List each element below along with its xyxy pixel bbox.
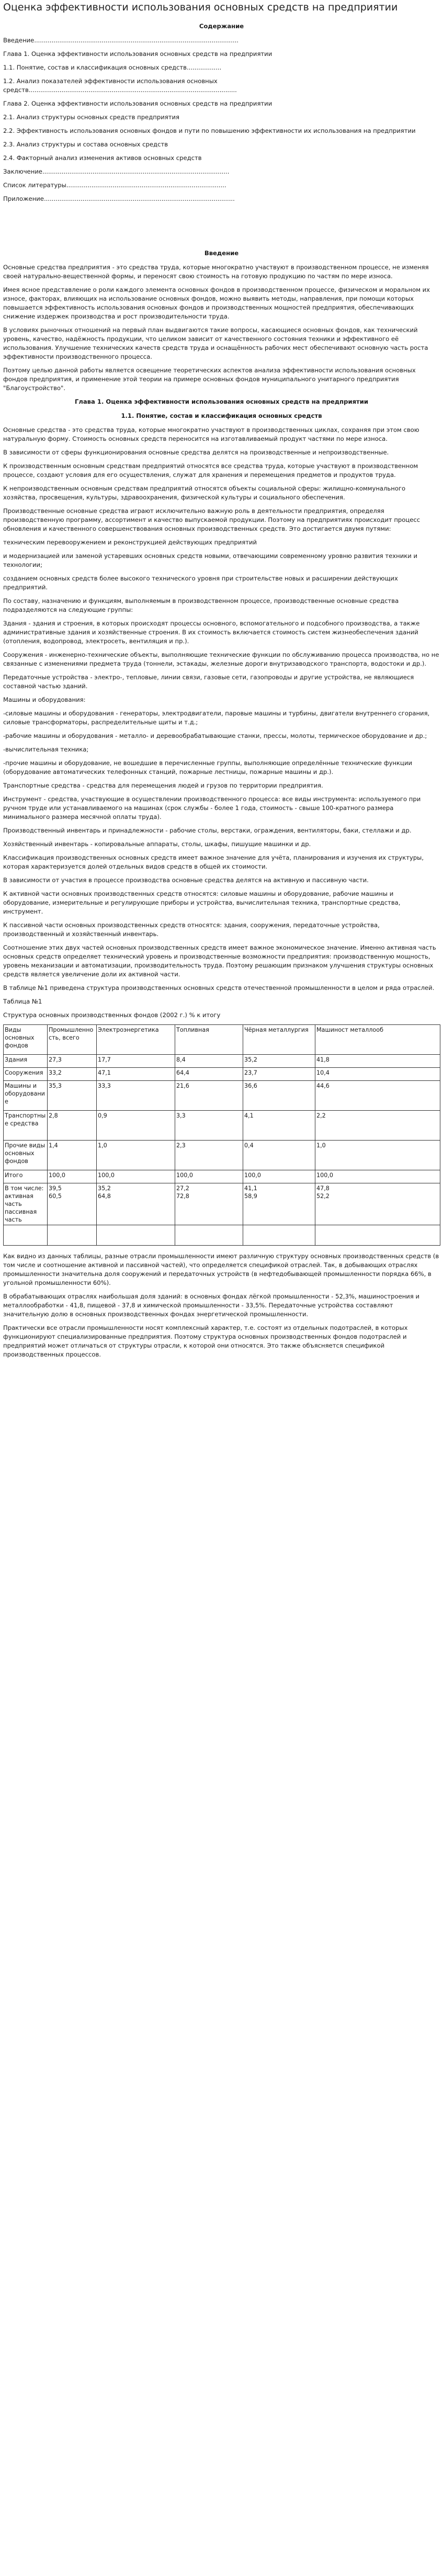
paragraph: Здания - здания и строения, в которых происходят процессы основного, вспомогательного и подсобного производства, а также административные здания и хозяйственные строения. В их стоимость включается стоимость систем жизнеобеспечения зданий (отопления, водопровод, электросеть, вентиляция и пр.). <box>3 620 420 645</box>
toc-item-2-4: 2.4. Факторный анализ изменения активов основных средств <box>3 154 202 162</box>
table-row-empty <box>4 1225 440 1246</box>
paragraph: Хозяйственный инвентарь - копировальные аппараты, столы, шкафы, пишущие машинки и др. <box>3 840 311 848</box>
closing-section <box>3 1252 440 1359</box>
table-row <box>4 1111 440 1141</box>
paragraph: К активной части основных производственных средств относятся: силовые машины и оборудование, рабочие машины и оборудование, измерительные и регулирующие приборы и устройства, вычислительная техника, транспортные средства, инструмент. <box>3 890 401 915</box>
chapter1-body <box>3 426 440 1020</box>
table-caption-title: Структура основных производственных фондов (2002 г.) % к итогу <box>3 1011 221 1019</box>
table-cell <box>97 1225 175 1246</box>
table-cell: 0,4 <box>243 1141 315 1170</box>
toc-item-2-3: 2.3. Анализ структуры и состава основных средств <box>3 141 168 148</box>
table-cell: 2,8 <box>48 1111 97 1141</box>
toc-item-1-1: 1.1. Понятие, состав и классификация основных средств.................. <box>3 64 222 71</box>
table-cell: 1,4 <box>48 1141 97 1170</box>
paragraph: Транспортные средства - средства для перемещения людей и грузов по территории предприятия. <box>3 782 323 789</box>
table-cell: 10,4 <box>315 1068 440 1081</box>
intro-heading: Введение <box>204 249 239 257</box>
table-cell <box>243 1225 315 1246</box>
toc-item-bibliography: Список литературы................................................................................... <box>3 181 226 189</box>
paragraph: По составу, назначению и функциям, выполняемым в производственном процессе, производственные основные средства подразделяются на следующие группы: <box>3 597 399 613</box>
table-cell: 64,4 <box>175 1068 243 1081</box>
toc-item-intro: Введение.......................................................................................................... <box>3 37 238 44</box>
table-header-cell: Виды основных фондов <box>4 1025 48 1055</box>
paragraph: В условиях рыночных отношений на первый план выдвигаются такие вопросы, касающиеся основных фондов, как технический уровень, качество, надёжность продукции, что целиком зависит от качественного состояния техники и эффективного её использования. Улучшение технических качеств средств труда и оснащённость рабочих мест обеспечивают основную часть роста эффективности производственного процесса. <box>3 326 428 360</box>
list-item: -рабочие машины и оборудования - металло- и деревообрабатывающие станки, прессы, молоты, термическое оборудование и др.; <box>3 732 427 739</box>
document-title: Оценка эффективности использования основных средств на предприятии <box>3 2 398 13</box>
table-cell: Сооружения <box>4 1068 48 1081</box>
paragraph: Передаточные устройства - электро-, тепловые, линии связи, газовые сети, газопроводы и другие устройства, не являющиеся составной частью зданий. <box>3 674 414 690</box>
table-row <box>4 1183 440 1225</box>
paragraph: Производственные основные средства играют исключительно важную роль в деятельности предприятия, определяя производственную программу, ассортимент и качество выпускаемой продукции. Поэтому на предприятиях происходит процесс обновления и качественного совершенствования основных производственных средств. Это достигается двумя путями: <box>3 507 421 532</box>
table-header-cell: Чёрная металлургия <box>243 1025 315 1055</box>
table-cell: 35,3 <box>48 1081 97 1111</box>
table-cell: 27,2 72,8 <box>175 1183 243 1225</box>
table-cell: Транспортные средства <box>4 1111 48 1141</box>
toc-item-1-2: 1.2. Анализ показателей эффективности использования основных средств............................................................................................................ <box>3 77 237 94</box>
toc-item-appendix: Приложение................................................................................................... <box>3 195 235 202</box>
table-cell: 21,6 <box>175 1081 243 1111</box>
table-cell <box>48 1225 97 1246</box>
table-cell: 100,0 <box>175 1170 243 1183</box>
table-cell: 1,0 <box>97 1141 175 1170</box>
machinery-list <box>3 709 440 777</box>
chapter1-heading: Глава 1. Оценка эффективности использования основных средств на предприятии <box>74 398 369 405</box>
paragraph: В таблице №1 приведена структура производственных основных средств отечественной промышленности в целом и ряда отраслей. <box>3 984 435 991</box>
table-cell: 8,4 <box>175 1055 243 1068</box>
toc-item-chapter1: Глава 1. Оценка эффективности использования основных средств на предприятии <box>3 50 272 58</box>
table-row <box>4 1141 440 1170</box>
paragraph: Классификация производственных основных средств имеет важное значение для учёта, планирования и изучения их структуры, которая характеризуется долей отдельных видов средств в общей их стоимости. <box>3 854 424 870</box>
table-cell: Здания <box>4 1055 48 1068</box>
table-cell: Итого <box>4 1170 48 1183</box>
table-cell: 36,6 <box>243 1081 315 1111</box>
table-cell: 1,0 <box>315 1141 440 1170</box>
toc-item-2-2: 2.2. Эффективность использования основных фондов и пути по повышению эффективности их использования на предприятии <box>3 127 416 134</box>
paragraph: Инструмент - средства, участвующие в осуществлении производственного процесса: все виды инструмента: используемого при ручном труде или устанавливаемого на машинах (срок службы - более 1 года, стоимость - свыше 100-кратного размера минимального размера месячной оплаты труда). <box>3 795 421 820</box>
table-cell <box>175 1225 243 1246</box>
table-cell: 0,9 <box>97 1111 175 1141</box>
table-header-row <box>4 1025 440 1055</box>
table-row <box>4 1068 440 1081</box>
paragraph: Производственный инвентарь и принадлежности - рабочие столы, верстаки, ограждения, вентиляторы, баки, стеллажи и др. <box>3 827 412 834</box>
table-cell: 47,1 <box>97 1068 175 1081</box>
paragraph: Поэтому целью данной работы является освещение теоретических аспектов анализа эффективности использования основных фондов предприятия, и применение этой теории на примере основных фондов муниципального унитарного предприятия "Благоустройство". <box>3 367 416 392</box>
table-cell: 41,1 58,9 <box>243 1183 315 1225</box>
list-item: -вычислительная техника; <box>3 746 89 753</box>
paragraph: созданием основных средств более высокого технического уровня при строительстве новых и расширении действующих предприятий. <box>3 575 398 591</box>
table-cell: 2,2 <box>315 1111 440 1141</box>
paragraph: К пассивной части основных производственных средств относятся: здания, сооружения, передаточные устройства, производственный и хозяйственный инвентарь. <box>3 921 380 938</box>
table-row <box>4 1170 440 1183</box>
paragraph: К производственным основным средствам предприятий относятся все средства труда, которые участвуют в производственном процессе, создают условия для его осуществления, служат для хранения и перемещения предметов и продуктов труда. <box>3 462 418 478</box>
paragraph: К непроизводственным основным средствам предприятий относятся объекты социальной сферы: жилищно-коммунального хозяйства, просвещения, культуры, здравоохранения, физической культуры и социального обеспечения. <box>3 485 406 501</box>
table-cell: 47,8 52,2 <box>315 1183 440 1225</box>
table-row <box>4 1055 440 1068</box>
paragraph: Сооружения - инженерно-технические объекты, выполняющие технические функции по обслуживанию процесса производства, но не связанные с изменениями предмета труда (тоннели, эстакады, железные дороги внутризаводского транспорта, водостоки и др.). <box>3 651 439 667</box>
table-cell: 4,1 <box>243 1111 315 1141</box>
table-header-cell: Электроэнергетика <box>97 1025 175 1055</box>
table-of-contents <box>3 36 440 203</box>
paragraph: техническим перевооружением и реконструкцией действующих предприятий <box>3 539 257 546</box>
paragraph: Основные средства - это средства труда, которые многократно участвуют в производственных циклах, сохраняя при этом свою натуральную форму. Стоимость основных средств переносится на изготавливаемый продукт частями по мере износа. <box>3 426 419 442</box>
list-item: -прочие машины и оборудование, не вошедшие в перечисленные группы, выполняющие определённые технические функции (оборудование автоматических телефонных станций, пожарные лестницы, пожарные машины и др.). <box>3 759 413 776</box>
toc-item-conclusion: Заключение................................................................................................. <box>3 168 230 175</box>
table-cell: 100,0 <box>97 1170 175 1183</box>
paragraph: Как видно из данных таблицы, разные отрасли промышленности имеют различную структуру основных производственных средств (в том числе и соотношение активной и пассивной частей), что определяется спецификой отраслей. Так, в добывающих отраслях промышленности значительна доля сооружений и передаточных устройств (в нефтедобывающей промышленности порядка 66%, в угольной промышленности 60%). <box>3 1252 439 1286</box>
toc-item-chapter2: Глава 2. Оценка эффективности использования основных средств на предприятии <box>3 100 272 107</box>
table-cell: 2,3 <box>175 1141 243 1170</box>
table-cell <box>315 1225 440 1246</box>
intro-section <box>3 263 440 393</box>
table-cell <box>4 1225 48 1246</box>
table-cell: 33,2 <box>48 1068 97 1081</box>
table-cell: 39,5 60,5 <box>48 1183 97 1225</box>
table-header-cell: Промышленность, всего <box>48 1025 97 1055</box>
list-item: -силовые машины и оборудования - генераторы, электродвигатели, паровые машины и турбины, двигатели внутреннего сгорания, силовые трансформаторы, распределительные щиты и т.д.; <box>3 710 430 726</box>
table-caption-number: Таблица №1 <box>3 998 42 1005</box>
paragraph: Машины и оборудования: <box>3 696 86 703</box>
table-cell: 17,7 <box>97 1055 175 1068</box>
toc-item-2-1: 2.1. Анализ структуры основных средств предприятия <box>3 113 179 121</box>
table-cell: 3,3 <box>175 1111 243 1141</box>
table-header-cell: Машиност металлооб <box>315 1025 440 1055</box>
table-cell: 44,6 <box>315 1081 440 1111</box>
table-cell: В том числе: активная часть пассивная часть <box>4 1183 48 1225</box>
paragraph: Основные средства предприятия - это средства труда, которые многократно участвуют в производственном процессе, не изменяя своей натурально-вещественной формы, и переносят свою стоимость на готовую продукцию по частям по мере износа. <box>3 264 429 280</box>
paragraph: и модернизацией или заменой устаревших основных средств новыми, отвечающими современному уровню развития техники и технологии; <box>3 552 418 568</box>
table-cell: 100,0 <box>48 1170 97 1183</box>
table-row <box>4 1081 440 1111</box>
table-cell: Прочие виды основных фондов <box>4 1141 48 1170</box>
paragraph: В обрабатывающих отраслях наибольшая доля зданий: в основных фондах лёгкой промышленности - 52,3%, машиностроения и металлообработки - 41,8, пищевой - 37,8 и химической промышленности - 33,5%. Передаточные устройства составляют значительную долю в основных производственных фондах энергетической промышленности. <box>3 1293 420 1318</box>
table-cell: Машины и оборудование <box>4 1081 48 1111</box>
paragraph: В зависимости от участия в процессе производства основные средства делятся на активную и пассивную части. <box>3 876 369 884</box>
paragraph: Имея ясное представление о роли каждого элемента основных фондов в производственном процессе, физическом и моральном их износе, факторах, влияющих на использование основных фондов, можно выявить методы, направления, при помощи которых повышается эффективность использования основных фондов и производственных мощностей предприятия, обеспечивающих снижение издержек производства и рост производительности труда. <box>3 286 430 320</box>
table-cell: 27,3 <box>48 1055 97 1068</box>
table-cell: 100,0 <box>243 1170 315 1183</box>
table-cell: 33,3 <box>97 1081 175 1111</box>
table-cell: 35,2 <box>243 1055 315 1068</box>
table-cell: 100,0 <box>315 1170 440 1183</box>
fixed-assets-structure-table <box>3 1024 440 1246</box>
paragraph: Соотношение этих двух частей основных производственных средств имеет важное экономическое значение. Именно активная часть основных средств определяет технический уровень и производственные возможности предприятия: производственную мощность, уровень механизации и автоматизации, производительность труда. Поэтому решающим признаком улучшения структуры основных средств является увеличение доли их активной части. <box>3 944 436 978</box>
table-cell: 23,7 <box>243 1068 315 1081</box>
contents-heading: Содержание <box>199 22 244 30</box>
table-header-cell: Топливная <box>175 1025 243 1055</box>
paragraph: В зависимости от сферы функционирования основные средства делятся на производственные и непроизводственные. <box>3 449 389 456</box>
paragraph: Практически все отрасли промышленности носят комплексный характер, т.е. состоят из отдельных подотраслей, в которых функционируют специализированные предприятия. Поэтому структура основных производственных фондов подотраслей и предприятий может отличаться от структуры отрасли, к которой они относятся. Это также объясняется спецификой производственных процессов. <box>3 1324 408 1358</box>
section-1-1-heading: 1.1. Понятие, состав и классификация основных средств <box>121 412 322 419</box>
table-cell: 41,8 <box>315 1055 440 1068</box>
table-cell: 35,2 64,8 <box>97 1183 175 1225</box>
